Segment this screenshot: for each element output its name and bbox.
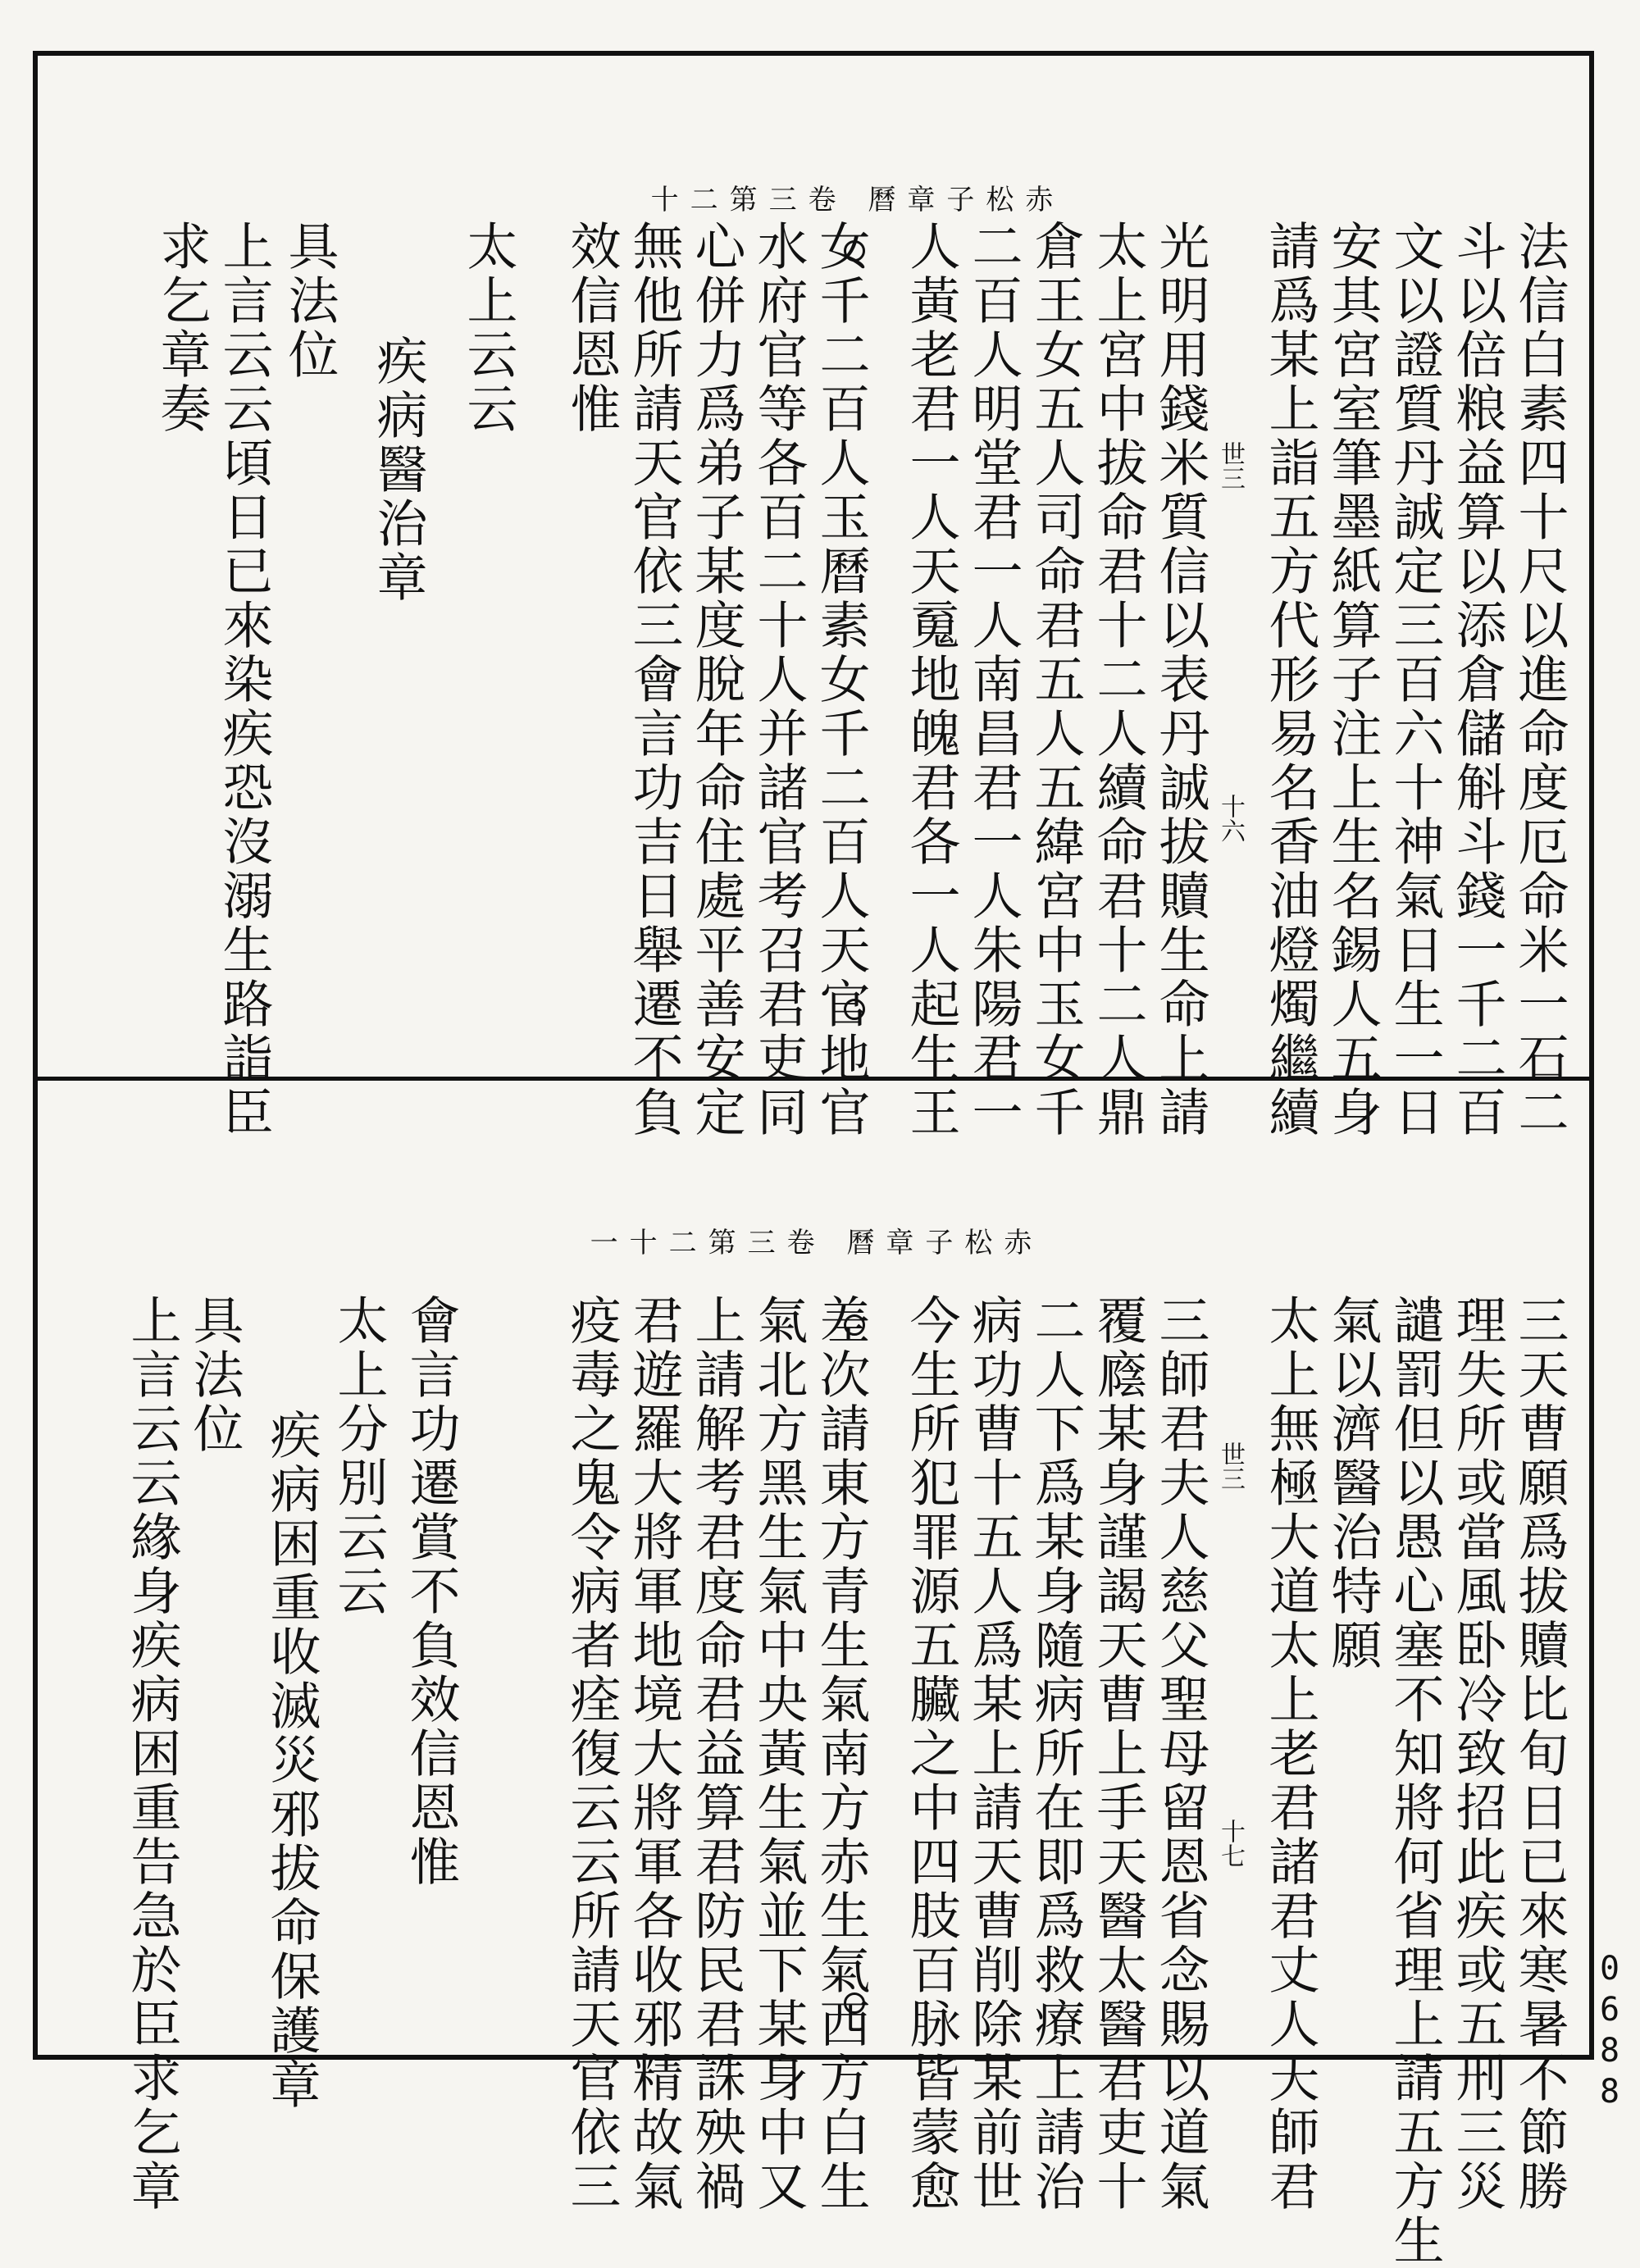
column: 差次請東方青生氣南方赤生氣西方白生 bbox=[811, 1294, 871, 2214]
column: 具法位 bbox=[184, 1294, 244, 1456]
column: 斗以倍粮益算以添倉儲斛斗錢一千二百 bbox=[1447, 220, 1507, 1140]
circle-mark bbox=[844, 240, 865, 262]
column: 文以證質丹誠定三百六十神氣日生一日 bbox=[1385, 220, 1445, 1140]
column: 太上云云 bbox=[458, 220, 518, 436]
column: 譴罰但以愚心塞不知將何省理上請五方生 bbox=[1385, 1294, 1445, 2268]
column: 太上宮中拔命君十二人續命君十二人鼎 bbox=[1088, 220, 1148, 1140]
column: 上請解考君度命君益算君防民君誅殃禍 bbox=[686, 1294, 746, 2214]
page-frame bbox=[33, 51, 1594, 2268]
column: 無他所請天官依三會言功吉日舉遷不負 bbox=[624, 220, 684, 1140]
circle-mark bbox=[844, 1992, 865, 2014]
column: 女千二百人玉曆素女千二百人天官地官 bbox=[811, 220, 871, 1140]
column: 效信恩惟 bbox=[562, 220, 622, 436]
running-header-top: 十二第三卷 曆章子松赤 bbox=[650, 184, 1065, 216]
column: 君遊羅大將軍地境大將軍各收邪精故氣 bbox=[624, 1294, 684, 2214]
column: 今生所犯罪源五臟之中四肢百脉皆蒙愈 bbox=[901, 1294, 961, 2214]
column: 光明用錢米質信以表丹誠拔贖生命上請 bbox=[1150, 220, 1210, 1140]
chapter-title: 疾病醫治章 bbox=[368, 335, 428, 605]
column: 求乞章奏 bbox=[152, 220, 212, 436]
column: 理失所或當風卧冷致招此疾或五刑三災 bbox=[1447, 1294, 1507, 2214]
column: 心併力爲弟子某度脫年命住處平善安定 bbox=[686, 220, 746, 1140]
running-header-bottom: 一十二第三卷 曆章子松赤 bbox=[590, 1227, 1044, 1259]
column: 具法位 bbox=[280, 220, 339, 382]
circle-mark bbox=[844, 999, 865, 1020]
column: 安其宮室筆墨紙算子注上生名錫人五身 bbox=[1323, 220, 1383, 1140]
column: 倉王女五人司命君五人五緯宮中玉女千 bbox=[1026, 220, 1086, 1140]
column: 覆廕某身謹謁天曹上手天醫太醫君吏十 bbox=[1088, 1294, 1148, 2214]
page-number: 0688 bbox=[1591, 1950, 1629, 2114]
section-marker: 世三 bbox=[1216, 1441, 1245, 1491]
column: 三天曹願爲拔贖比旬日已來寒暑不節勝 bbox=[1510, 1294, 1569, 2214]
column: 請爲某上詣五方代形易名香油燈燭繼續 bbox=[1260, 220, 1320, 1140]
column: 氣以濟醫治特願 bbox=[1323, 1294, 1383, 1673]
column: 人黃老君一人天䰟地魄君各一人起生王 bbox=[901, 220, 961, 1140]
chapter-title: 疾病困重收滅災邪拔命保護章 bbox=[262, 1409, 321, 2112]
column: 太上分別云云 bbox=[329, 1294, 389, 1619]
column: 氣北方黑生氣中央黃生氣並下某身中又 bbox=[749, 1294, 809, 2214]
section-marker: 十六 bbox=[1216, 794, 1245, 843]
column: 病功曹十五人爲某上請天曹削除某前世 bbox=[963, 1294, 1023, 2214]
column: 水府官等各百二十人并諸官考召君吏同 bbox=[749, 220, 809, 1140]
top-page bbox=[38, 56, 1589, 1140]
column: 上言云云緣身疾病困重告急於臣求乞章 bbox=[122, 1294, 182, 2214]
column: 法信白素四十尺以進命度厄命米一石二 bbox=[1510, 220, 1569, 1140]
column: 二人下爲某身隨病所在即爲救療上請治 bbox=[1026, 1294, 1086, 2214]
section-marker: 世三 bbox=[1216, 441, 1245, 490]
column: 三師君夫人慈父聖母留恩省念賜以道氣 bbox=[1150, 1294, 1210, 2214]
section-marker: 十七 bbox=[1216, 1819, 1245, 1868]
column: 太上無極大道太上老君諸君丈人天師君 bbox=[1260, 1294, 1320, 2214]
column: 上言云云頃日已來染疾恐沒溺生路詣臣 bbox=[214, 220, 274, 1140]
column: 疫毒之鬼令病者痊復云云所請天官依三 bbox=[562, 1294, 622, 2214]
circle-mark bbox=[844, 1314, 865, 1336]
column: 二百人明堂君一人南昌君一人朱陽君一 bbox=[963, 220, 1023, 1140]
bottom-page bbox=[38, 1081, 1589, 2268]
column: 會言功遷賞不負效信恩惟 bbox=[401, 1294, 461, 1889]
